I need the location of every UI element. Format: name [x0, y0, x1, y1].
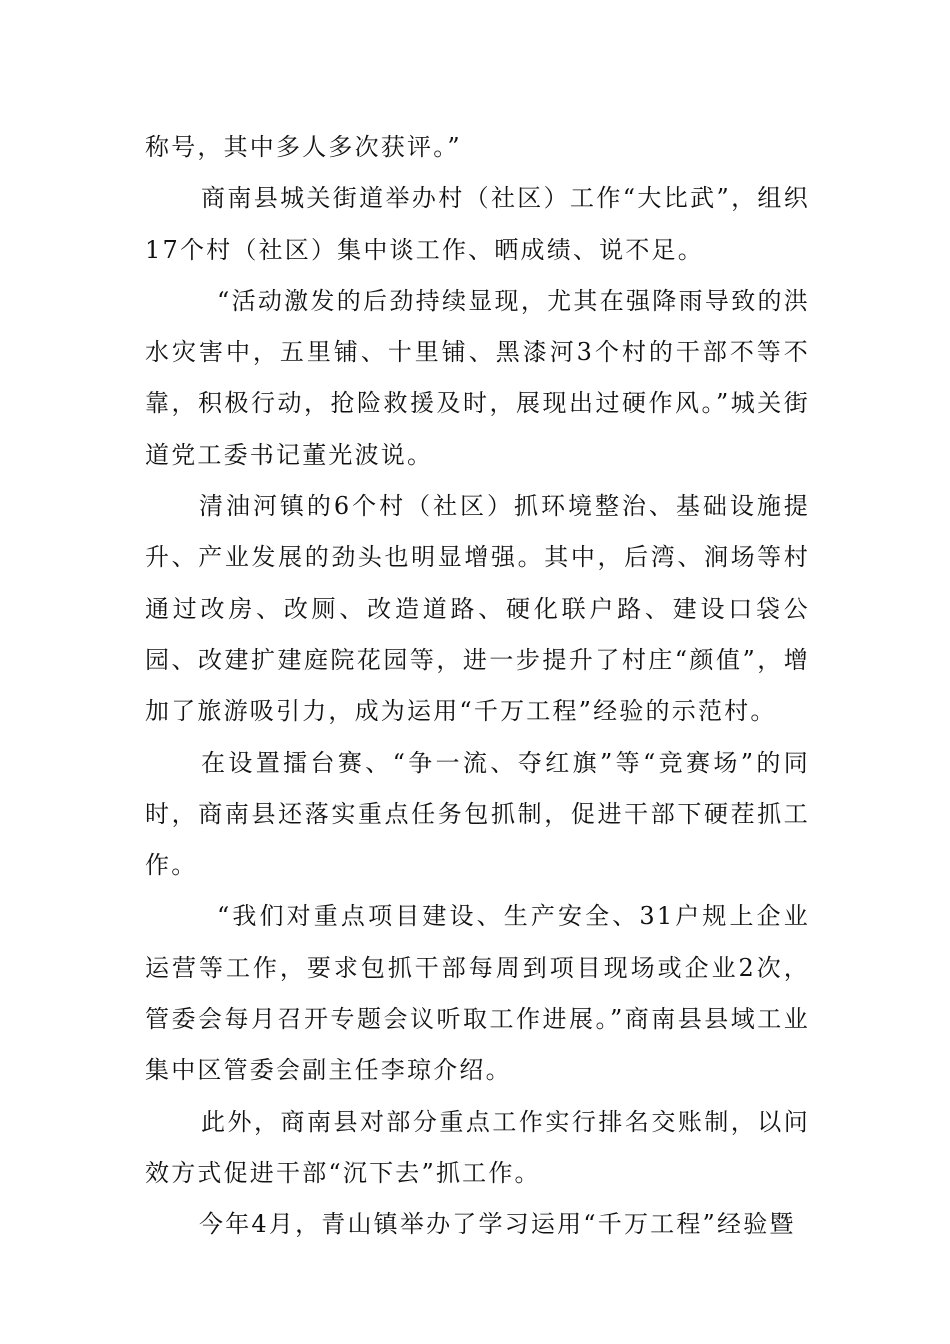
paragraph-5: 在设置擂台赛、“争一流、夺红旗”等“竞赛场”的同时，商南县还落实重点任务包抓制，促进干部下硬茬抓工作。 — [145, 748, 810, 880]
paragraph-3: “活动激发的后劲持续显现，尤其在强降雨导致的洪水灾害中，五里铺、十里铺、黑漆河3个村的干部不等不靠，积极行动，抢险救援及时，展现出过硬作风。”城关街道党工委书记董光波说。 — [145, 286, 810, 469]
paragraph-7: 此外，商南县对部分重点工作实行排名交账制，以问效方式促进干部“沉下去”抓工作。 — [145, 1107, 810, 1187]
paragraph-4: 清油河镇的6个村（社区）抓环境整治、基础设施提升、产业发展的劲头也明显增强。其中，后湾、涧场等村通过改房、改厕、改造道路、硬化联户路、建设口袋公园、改建扩建庭院花园等，进一步提升了村庄“颜值”，增加了旅游吸引力，成为运用“千万工程”经验的示范村。 — [145, 492, 810, 726]
article-body — [145, 122, 810, 1251]
paragraph-2: 商南县城关街道举办村（社区）工作“大比武”，组织17个村（社区）集中谈工作、晒成绩、说不足。 — [145, 184, 810, 264]
paragraph-8: 今年4月，青山镇举办了学习运用“千万工程”经验暨 — [199, 1210, 796, 1239]
paragraph-6: “我们对重点项目建设、生产安全、31户规上企业运营等工作，要求包抓干部每周到项目现场或企业2次，管委会每月召开专题会议听取工作进展。”商南县县域工业集中区管委会副主任李琼介绍。 — [145, 902, 810, 1085]
paragraph-1: 称号，其中多人多次获评。” — [145, 133, 462, 161]
